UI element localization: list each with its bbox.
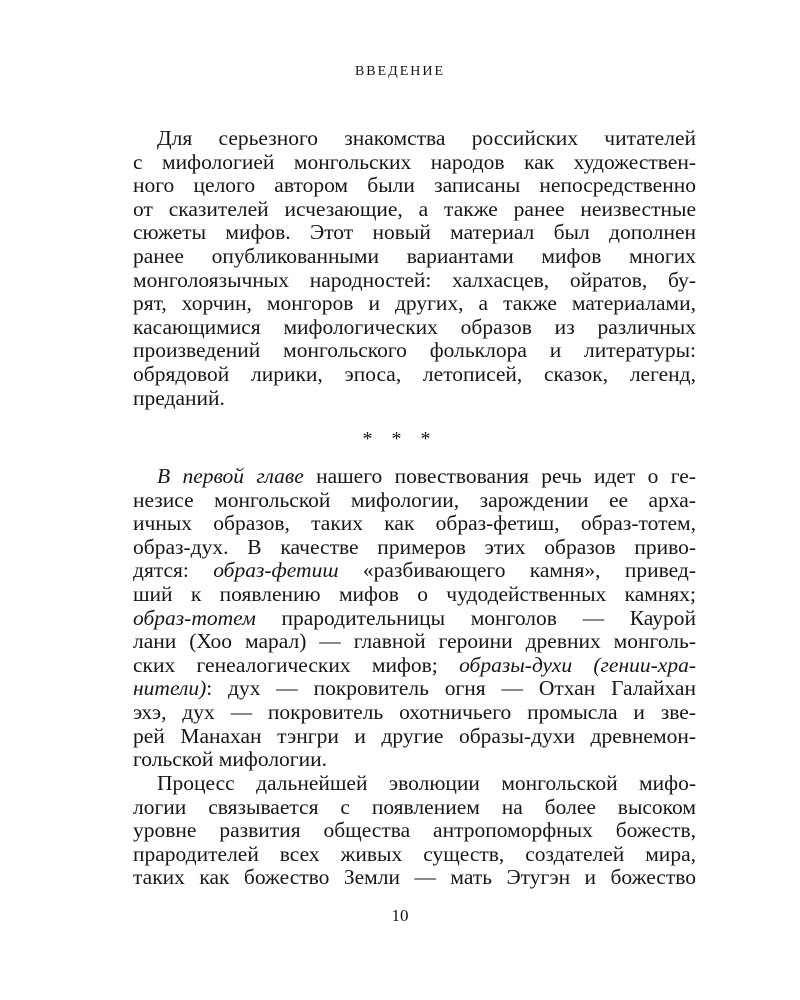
text-line: с мифологией монгольских народов как художествен- bbox=[133, 149, 696, 174]
text-line: таких как божество Земли — мать Этугэн и божество bbox=[133, 865, 696, 890]
text-line: рей Манахан тэнгри и другие образы-духи древнемон- bbox=[133, 723, 696, 748]
paragraph-first-chapter bbox=[133, 465, 696, 772]
text-run: нашего повествования речь идет о ге- bbox=[303, 464, 696, 488]
text-run: прародительницы монголов — Каурой bbox=[255, 605, 696, 630]
italic-phrase: образы-духи (гении-хра- bbox=[459, 652, 696, 677]
text-line bbox=[133, 677, 696, 701]
text-line bbox=[133, 465, 696, 489]
text-line: сюжеты мифов. Этот новый материал был дополнен bbox=[133, 220, 696, 245]
text-line: ший к появлению мифов о чудодейственных камнях; bbox=[133, 581, 696, 606]
text-line: преданий. bbox=[133, 385, 225, 410]
text-line bbox=[133, 654, 696, 678]
text-line: незисе монгольской мифологии, зарождении ее арха- bbox=[133, 487, 696, 512]
text-line: ранее опубликованными вариантами мифов многих bbox=[133, 243, 696, 268]
page-number: 10 bbox=[391, 906, 409, 925]
text-line: лани (Хоо марал) — главной героини древних монголь- bbox=[133, 629, 696, 654]
text-line: касающимися мифологических образов из различных bbox=[133, 314, 696, 339]
text-line bbox=[133, 559, 696, 583]
running-header: ВВЕДЕНИЕ bbox=[354, 64, 446, 79]
text-run: : дух — покровитель огня — Отхан Галайхан bbox=[206, 676, 696, 701]
text-line: уровне развития общества антропоморфных божеств, bbox=[133, 818, 696, 843]
text-line: Для серьезного знакомства российских читателей bbox=[157, 126, 696, 150]
text-line: монголоязычных народностей: халхасцев, ойратов, бу- bbox=[133, 267, 696, 292]
paragraph-evolution bbox=[133, 772, 696, 890]
text-line: прародителей всех живых существ, создателей мира, bbox=[133, 841, 696, 866]
italic-phrase: образ-фетиш bbox=[213, 558, 339, 583]
text-line: произведений монгольского фольклора и литературы: bbox=[133, 338, 696, 363]
text-line: логии связывается с появлением на более высоком bbox=[133, 794, 696, 819]
text-line: образ-дух. В качестве примеров этих образов приво- bbox=[133, 534, 696, 559]
text-line bbox=[133, 607, 696, 631]
text-line: Процесс дальнейшей эволюции монгольской мифо- bbox=[157, 771, 696, 795]
text-line: гольской мифологии. bbox=[133, 747, 328, 772]
text-line: от сказителей исчезающие, а также ранее неизвестные bbox=[133, 196, 696, 221]
paragraph-intro bbox=[133, 127, 696, 410]
text-run: дятся: bbox=[133, 558, 214, 583]
text-line: рят, хорчин, монгоров и других, а также материалами, bbox=[133, 291, 696, 316]
text-line: обрядовой лирики, эпоса, летописей, сказок, легенд, bbox=[133, 361, 696, 386]
text-run: ских генеалогических мифов; bbox=[133, 652, 460, 677]
italic-phrase: В первой главе bbox=[157, 464, 304, 488]
text-line: эхэ, дух — покровитель охотничьего промысла и зве- bbox=[133, 699, 696, 724]
section-separator: * * * bbox=[362, 428, 438, 450]
text-line: ного целого автором были записаны непосредственно bbox=[133, 173, 696, 198]
text-line: ичных образов, таких как образ-фетиш, образ-тотем, bbox=[133, 511, 696, 536]
italic-phrase: образ-тотем bbox=[133, 605, 256, 630]
text-run: «разбивающего камня», привед- bbox=[338, 558, 696, 583]
italic-phrase: нители) bbox=[133, 676, 207, 701]
